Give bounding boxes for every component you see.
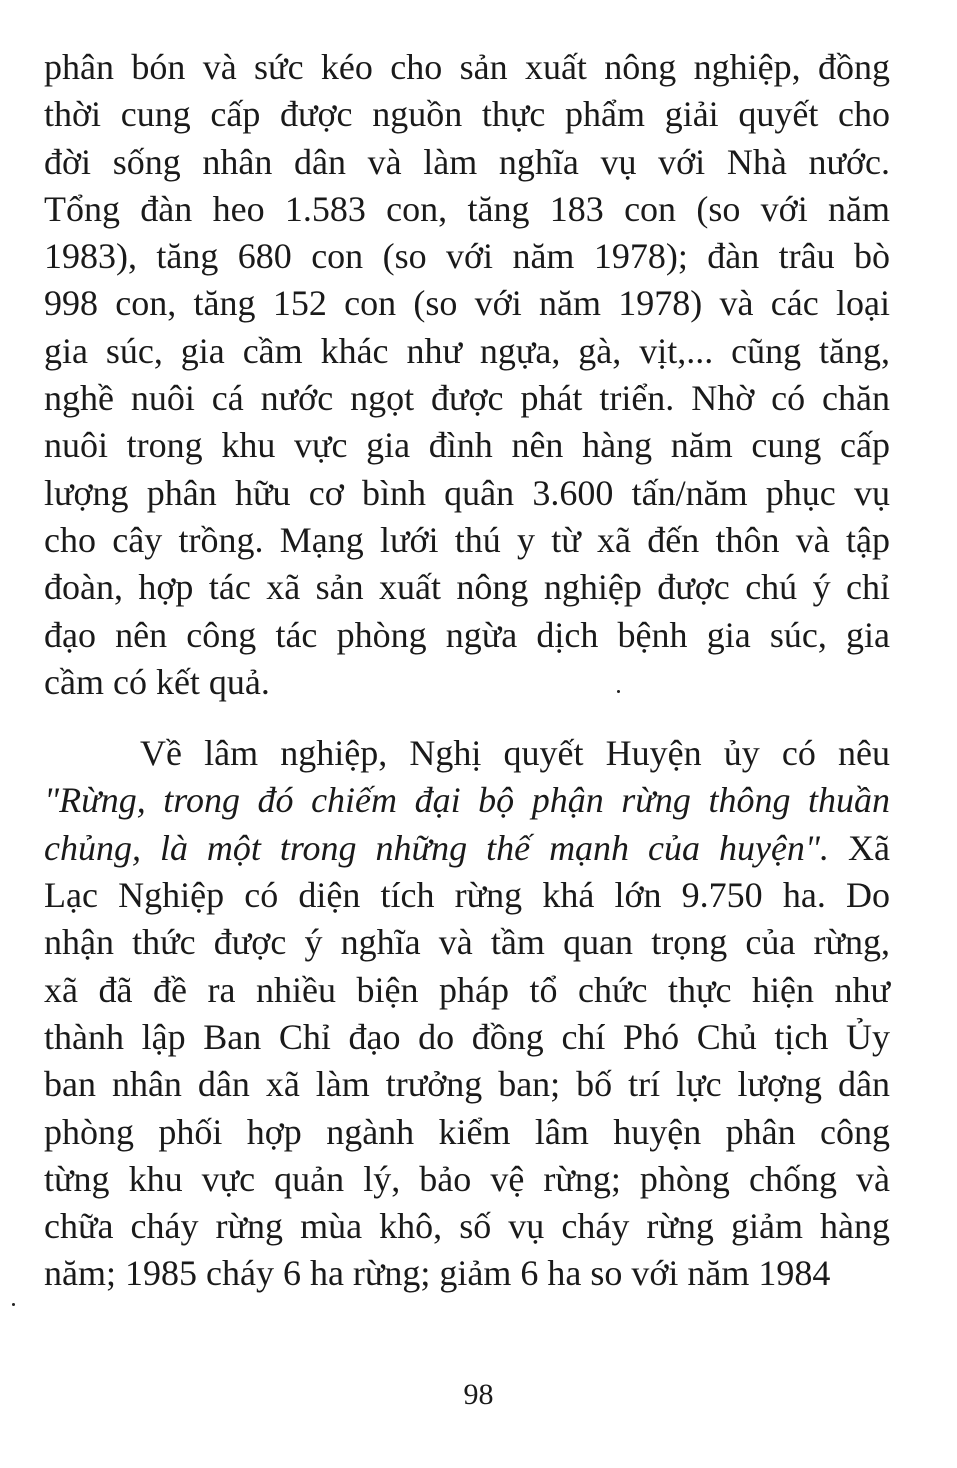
- mixed-line: [44, 825, 890, 872]
- paragraph-gap: [44, 706, 890, 730]
- text-line: Tổng đàn heo 1.583 con, tăng 183 con (so với năm: [44, 188, 890, 229]
- scan-speck: [12, 1303, 15, 1306]
- text-line: cho cây trồng. Mạng lưới thú y từ xã đến thôn và tập: [44, 519, 890, 560]
- quote-line: "Rừng, trong đó chiếm đại bộ phận rừng thông thuần: [44, 780, 890, 821]
- text-line: đoàn, hợp tác xã sản xuất nông nghiệp được chú ý chỉ: [44, 567, 890, 608]
- text-line: 998 con, tăng 152 con (so với năm 1978) và các loại: [44, 283, 890, 324]
- text-line: phòng phối hợp ngành kiểm lâm huyện phân công: [44, 1111, 890, 1152]
- text-line: nuôi trong khu vực gia đình nên hàng năm cung cấp: [44, 425, 890, 466]
- text-line: đời sống nhân dân và làm nghĩa vụ với Nhà nước.: [44, 141, 890, 182]
- paragraph-livestock: [44, 44, 890, 706]
- page-number: 98: [463, 1378, 494, 1411]
- page-body: [44, 44, 890, 1298]
- text-line: nhận thức được ý nghĩa và tầm quan trọng của rừng,: [44, 922, 890, 963]
- text-line: chữa cháy rừng mùa khô, số vụ cháy rừng giảm hàng: [44, 1206, 890, 1247]
- paragraph-forestry: [44, 730, 890, 1298]
- text-line: thời cung cấp được nguồn thực phẩm giải quyết cho: [44, 94, 890, 135]
- text-line: xã đã đề ra nhiều biện pháp tổ chức thực hiện như: [44, 969, 890, 1010]
- quote-line-end: chủng, là một trong những thế mạnh của huyện".: [44, 827, 830, 868]
- text-line: Về lâm nghiệp, Nghị quyết Huyện ủy có nêu: [140, 733, 890, 774]
- text-line: thành lập Ban Chỉ đạo do đồng chí Phó Chủ tịch Ủy: [44, 1016, 890, 1057]
- text-line: nghề nuôi cá nước ngọt được phát triển. Nhờ có chăn: [44, 378, 890, 419]
- text-line: đạo nên công tác phòng ngừa dịch bệnh gia súc, gia: [44, 614, 890, 655]
- text-line: lượng phân hữu cơ bình quân 3.600 tấn/năm phục vụ: [44, 472, 890, 513]
- text-line: gia súc, gia cầm khác như ngựa, gà, vịt,... cũng tăng,: [44, 330, 890, 371]
- text-line: cầm có kết quả.: [44, 661, 270, 702]
- scan-speck: [617, 690, 620, 693]
- text-fragment: Xã: [829, 827, 890, 868]
- text-line: phân bón và sức kéo cho sản xuất nông nghiệp, đồng: [44, 47, 890, 87]
- text-line: ban nhân dân xã làm trưởng ban; bố trí lực lượng dân: [44, 1064, 890, 1105]
- text-line: từng khu vực quản lý, bảo vệ rừng; phòng chống và: [44, 1158, 890, 1199]
- text-line: 1983), tăng 680 con (so với năm 1978); đàn trâu bò: [44, 236, 890, 277]
- text-line: Lạc Nghiệp có diện tích rừng khá lớn 9.750 ha. Do: [44, 875, 890, 916]
- text-line: năm; 1985 cháy 6 ha rừng; giảm 6 ha so với năm 1984: [44, 1253, 831, 1294]
